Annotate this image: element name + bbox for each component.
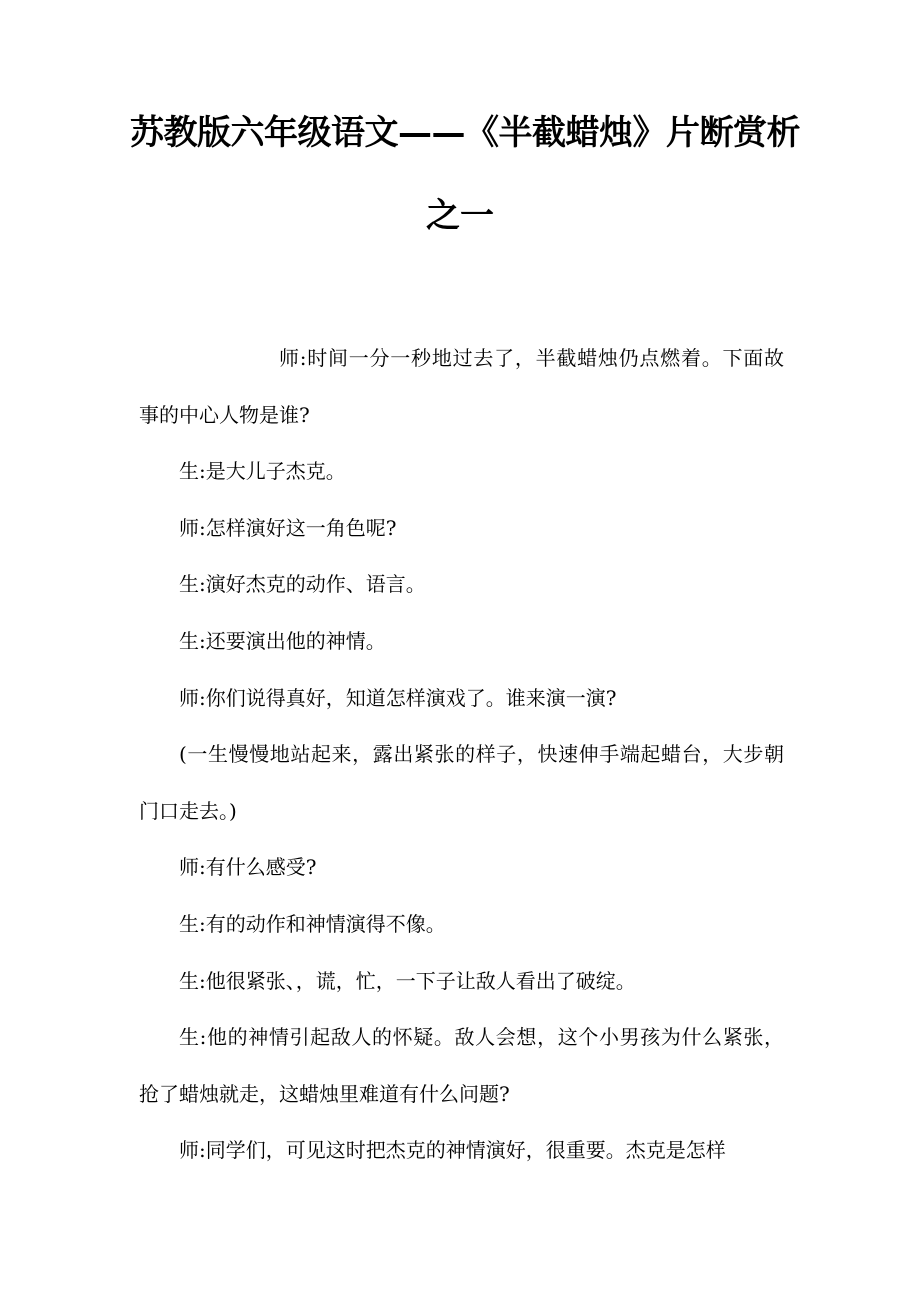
document-body [139, 330, 784, 1179]
paragraph-6: 师:你们说得真好，知道怎样演戏了。谁来演一演? [179, 685, 617, 710]
document-title-line-1: 苏教版六年级语文——《半截蜡烛》片断赏析 [130, 113, 800, 153]
paragraph-4: 生:演好杰克的动作、语言。 [179, 572, 426, 597]
paragraph-5: 生:还要演出他的神情。 [179, 628, 386, 653]
paragraph-11: 生:他的神情引起敌人的怀疑。敌人会想，这个小男孩为什么紧张，抢了蜡烛就走，这蜡烛里难道有什么问题? [139, 1025, 784, 1106]
paragraph-9: 生:有的动作和神情演得不像。 [179, 911, 446, 936]
paragraph-3: 师:怎样演好这一角色呢? [179, 515, 397, 540]
paragraph-2: 生:是大儿子杰克。 [179, 459, 346, 484]
paragraph-10: 生:他很紧张、，谎，忙，一下子让敌人看出了破绽。 [179, 968, 636, 993]
paragraph-8: 师:有什么感受? [179, 855, 317, 880]
paragraph-12: 师:同学们，可见这时把杰克的神情演好，很重要。杰克是怎样 [179, 1138, 726, 1163]
document-title-line-2: 之一 [426, 196, 494, 236]
paragraph-7: (一生慢慢地站起来，露出紧张的样子，快速伸手端起蜡台，大步朝门口走去。) [139, 742, 784, 823]
paragraph-1: 师:时间一分一秒地过去了，半截蜡烛仍点燃着。下面故事的中心人物是谁? [139, 346, 784, 427]
